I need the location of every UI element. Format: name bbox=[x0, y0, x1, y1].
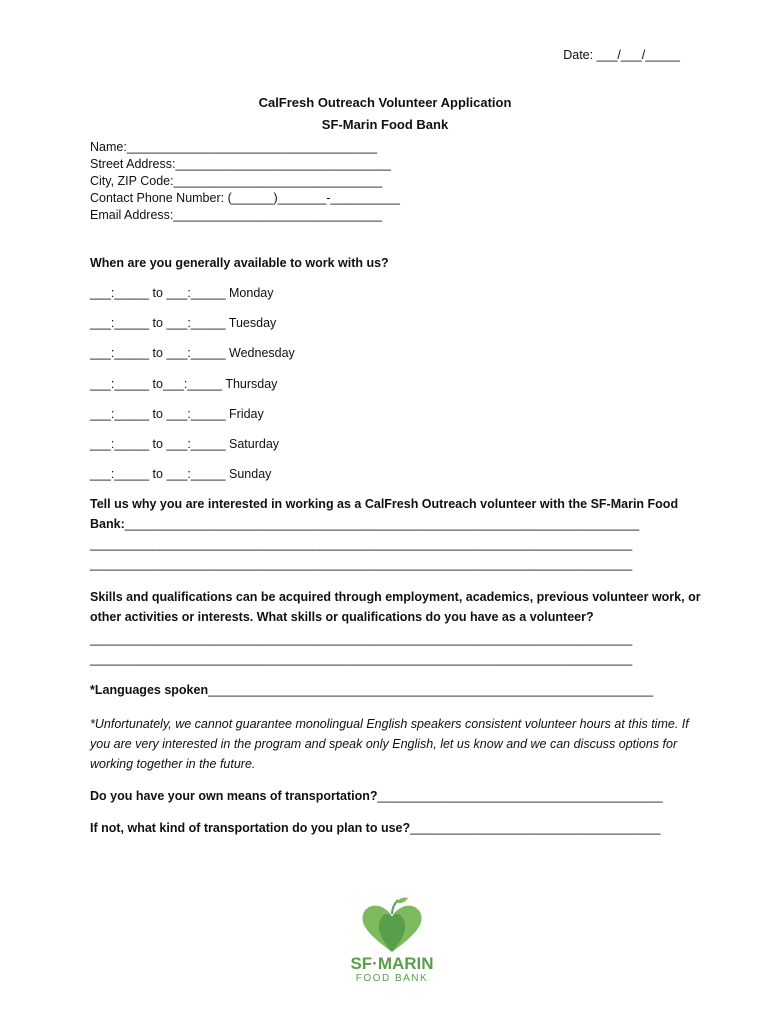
apple-heart-icon bbox=[342, 894, 442, 984]
city-zip-field: City, ZIP Code:______________________________ bbox=[90, 174, 383, 188]
languages-label: *Languages spoken bbox=[90, 683, 209, 697]
availability-wednesday: ___:_____ to ___:_____ Wednesday bbox=[90, 346, 295, 360]
languages-field bbox=[90, 683, 653, 697]
sf-marin-logo bbox=[335, 880, 435, 984]
availability-thursday: ___:_____ to___:_____ Thursday bbox=[90, 377, 278, 391]
interest-answer-blank-1: __________________________________________________________________________ bbox=[124, 517, 640, 531]
transport-question-1 bbox=[90, 789, 663, 803]
availability-monday: ___:_____ to ___:_____ Monday bbox=[90, 286, 274, 300]
logo-text-line2: FOOD BANK bbox=[355, 973, 429, 984]
availability-tuesday: ___:_____ to ___:_____ Tuesday bbox=[90, 316, 277, 330]
transport-question-2 bbox=[90, 821, 660, 835]
interest-bank-label: Bank: bbox=[90, 517, 125, 531]
availability-sunday: ___:_____ to ___:_____ Sunday bbox=[90, 467, 272, 481]
interest-question-line2 bbox=[90, 517, 639, 531]
page-subtitle: SF-Marin Food Bank bbox=[321, 117, 449, 132]
skills-question-line2: other activities or interests. What skills or qualifications do you have as a volunteer? bbox=[90, 610, 594, 624]
transport-question-1-label: Do you have your own means of transportation? bbox=[90, 789, 378, 803]
languages-note: *Unfortunately, we cannot guarantee monolingual English speakers consistent volunteer hours at this time. If you are very interested in the program and speak only English, let us know and we can discuss options for working together in the future. bbox=[90, 717, 689, 771]
transport-answer-2-blank: ____________________________________ bbox=[410, 821, 661, 835]
email-field: Email Address:______________________________ bbox=[90, 208, 382, 222]
skills-question-line1: Skills and qualifications can be acquired through employment, academics, previous volunteer work, or bbox=[90, 590, 701, 604]
transport-answer-1-blank: _________________________________________ bbox=[377, 789, 663, 803]
languages-blank: ________________________________________________________________ bbox=[208, 683, 654, 697]
name-field: Name:____________________________________ bbox=[90, 140, 378, 154]
interest-question-line1: Tell us why you are interested in working as a CalFresh Outreach volunteer with the SF-Marin Food bbox=[90, 497, 679, 511]
street-field: Street Address:_______________________________ bbox=[90, 157, 391, 171]
availability-saturday: ___:_____ to ___:_____ Saturday bbox=[90, 437, 280, 451]
phone-field: Contact Phone Number: (______)_______-__________ bbox=[90, 191, 400, 205]
interest-answer-blank-3: ______________________________________________________________________________ bbox=[90, 557, 633, 571]
page-title: CalFresh Outreach Volunteer Application bbox=[258, 95, 512, 110]
logo-text-line1: SF·MARIN bbox=[350, 954, 434, 973]
date-field: Date: ___/___/_____ bbox=[563, 48, 680, 62]
availability-question: When are you generally available to work with us? bbox=[90, 256, 389, 270]
skills-answer-blank-2: ______________________________________________________________________________ bbox=[90, 652, 633, 666]
interest-answer-blank-2: ______________________________________________________________________________ bbox=[90, 537, 633, 551]
transport-question-2-label: If not, what kind of transportation do you plan to use? bbox=[90, 821, 411, 835]
skills-answer-blank-1: ______________________________________________________________________________ bbox=[90, 632, 633, 646]
availability-friday: ___:_____ to ___:_____ Friday bbox=[90, 407, 264, 421]
